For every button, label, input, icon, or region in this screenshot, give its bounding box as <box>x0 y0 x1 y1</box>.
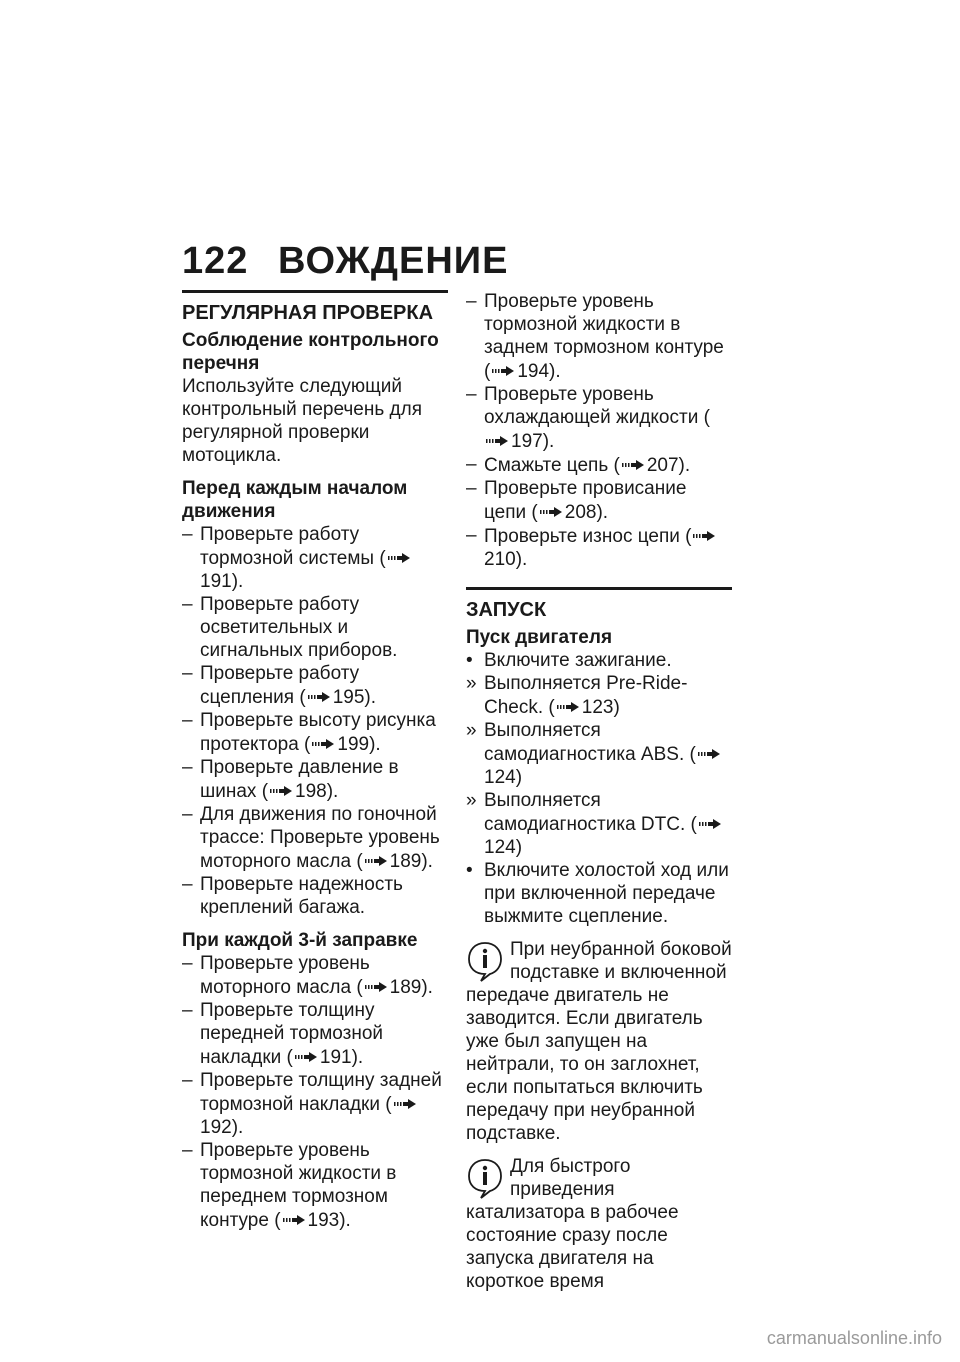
list-item: – Проверьте высоту рисунка протектора ( 199). <box>182 710 436 755</box>
list-item: » Выполняется самодиагностика ABS. (124) <box>466 719 732 789</box>
list-item <box>182 593 448 662</box>
page-ref-arrow-icon <box>622 453 644 463</box>
engine-start-steps <box>466 649 732 928</box>
item-text: Проверьте провисание цепи <box>484 478 687 523</box>
item-text: Проверьте высоту рисунка протектора <box>200 710 436 755</box>
item-text: Проверьте работу осветительных и сигнальных приборов. <box>200 594 398 661</box>
section-title-regular-check: РЕГУЛЯРНАЯ ПРОВЕРКА <box>182 302 434 324</box>
item-marker: – <box>466 454 477 475</box>
page-ref: 194). <box>517 361 561 382</box>
item-marker: – <box>182 524 193 545</box>
every-third-refuel-list <box>182 952 448 1232</box>
info-icon <box>466 940 504 982</box>
item-text: Выполняется самодиагностика ABS. <box>484 720 685 765</box>
list-item <box>182 873 448 919</box>
item-marker: – <box>182 874 193 895</box>
item-marker: – <box>182 594 193 615</box>
page-ref-arrow-icon <box>388 546 410 556</box>
item-marker: – <box>182 1140 193 1161</box>
page-ref-arrow-icon <box>295 1045 317 1055</box>
page-ref: 189). <box>389 851 433 872</box>
page-ref: 191). <box>200 571 244 592</box>
item-text: Выполняется самодиагностика DTC. <box>484 790 686 835</box>
page-ref: 208). <box>564 502 609 523</box>
page-ref-arrow-icon <box>365 849 387 859</box>
left-column <box>182 290 448 1242</box>
list-item: – Проверьте уровень тормозной жидкости в заднем тормозном контуре ( 194). <box>466 291 724 382</box>
every-third-refuel-title: При каждой 3-й заправке <box>182 930 418 951</box>
item-marker: – <box>466 291 477 312</box>
info-note <box>466 938 732 1145</box>
item-text: Проверьте толщину передней тормозной накладки <box>200 1000 384 1068</box>
item-marker: – <box>182 663 193 684</box>
item-marker: – <box>182 1000 193 1021</box>
list-item <box>466 859 732 928</box>
item-marker: – <box>466 525 477 546</box>
page-ref-arrow-icon <box>557 695 579 705</box>
item-marker: » <box>466 720 477 741</box>
item-text: Проверьте работу сцепления <box>200 663 360 708</box>
page-ref-arrow-icon <box>698 742 720 752</box>
page-ref: 191). <box>319 1047 364 1068</box>
section-rule <box>466 587 732 590</box>
before-ride-list <box>182 523 448 919</box>
list-item: – Проверьте провисание цепи ( 208). <box>466 478 687 523</box>
page-ref: 124) <box>484 837 523 858</box>
item-marker: – <box>466 478 477 499</box>
item-marker: • <box>466 650 473 671</box>
item-text: Проверьте уровень охлаждающей жидкости <box>484 384 699 428</box>
page-ref-arrow-icon <box>486 429 508 439</box>
page-ref: 199). <box>337 734 381 755</box>
page-ref: 123) <box>581 697 620 718</box>
item-text: Проверьте уровень тормозной жидкости в заднем тормозном контуре <box>484 291 724 358</box>
item-text: Проверьте уровень моторного масла <box>200 953 370 998</box>
watermark: carmanualsonline.info <box>766 1328 942 1348</box>
list-item: – Проверьте толщину передней тормозной накладки ( 191). <box>182 1000 384 1068</box>
item-marker: – <box>182 1070 193 1091</box>
item-marker: » <box>466 790 477 811</box>
every-third-refuel-list-continued <box>466 290 732 571</box>
page-ref-arrow-icon <box>394 1092 416 1102</box>
item-marker: – <box>182 953 193 974</box>
item-text: Выполняется Pre-Ride-Check. <box>484 673 688 718</box>
page-ref: 197). <box>511 431 555 452</box>
item-marker: » <box>466 673 477 694</box>
engine-start-title: Пуск двигателя <box>466 627 613 648</box>
list-item: – Проверьте давление в шинах ( 198). <box>182 757 399 802</box>
list-item: – Проверьте уровень тормозной жидкости в переднем тормозном контуре ( 193). <box>182 1140 397 1231</box>
note-text: Для быстрого приведения катализатора в рабочее состояние сразу после запуска двигателя на короткое время <box>466 1156 679 1292</box>
page-ref: 195). <box>332 687 376 708</box>
page-number: 122 <box>182 240 249 282</box>
item-marker: – <box>182 757 193 778</box>
item-text: Включите зажигание. <box>484 650 672 671</box>
page-ref: 207). <box>646 455 691 476</box>
item-marker: • <box>466 860 473 881</box>
item-text: Проверьте износ цепи <box>484 526 680 547</box>
section-rule <box>182 290 448 293</box>
item-text: Проверьте работу тормозной системы <box>200 524 375 569</box>
section-title-start: ЗАПУСК <box>466 599 547 621</box>
chapter-title: ВОЖДЕНИЕ <box>278 240 509 282</box>
list-item: – Проверьте работу тормозной системы (191). <box>182 523 448 593</box>
page-ref-arrow-icon <box>693 524 715 534</box>
checklist-title: Соблюдение контрольного перечня <box>182 330 439 374</box>
list-item: – Проверьте толщину задней тормозной накладки (192). <box>182 1070 442 1138</box>
page-ref: 193). <box>307 1210 351 1231</box>
before-ride-title: Перед каждым началом движения <box>182 478 408 522</box>
list-item: » Выполняется самодиагностика DTC. (124) <box>466 789 732 859</box>
item-text: Для движения по гоночной трассе: Проверьте уровень моторного масла <box>200 804 440 872</box>
page-ref-arrow-icon <box>270 779 292 789</box>
info-note <box>466 1155 732 1293</box>
page-ref-arrow-icon <box>540 500 562 510</box>
info-icon <box>466 1157 504 1199</box>
page-ref: 124) <box>484 767 523 788</box>
list-item <box>466 649 732 672</box>
page-ref-arrow-icon <box>308 685 330 695</box>
list-item: – Проверьте работу сцепления ( 195). <box>182 663 376 708</box>
item-marker: – <box>182 710 193 731</box>
item-text: Проверьте толщину задней тормозной накладки <box>200 1070 442 1115</box>
right-column <box>466 290 732 1303</box>
page-ref-arrow-icon <box>365 975 387 985</box>
list-item: – Проверьте уровень моторного масла ( 189). <box>182 953 433 998</box>
item-marker: – <box>182 804 193 825</box>
item-text: Включите холостой ход или при включенной передаче выжмите сцепление. <box>484 860 729 927</box>
checklist-text: Используйте следующий контрольный перечень для регулярной проверки мотоцикла. <box>182 376 422 466</box>
note-text: При неубранной боковой подставке и включенной передаче двигатель не заводится. Если двигатель уже был запущен на нейтрали, то он заглохнет, если попытаться включить передачу при неубранной подставке. <box>466 939 732 1144</box>
page-ref: 189). <box>389 977 433 998</box>
page-ref-arrow-icon <box>312 732 334 742</box>
page-ref-arrow-icon <box>283 1208 305 1218</box>
list-item: – Проверьте износ цепи (210). <box>466 524 732 571</box>
item-text: Проверьте надежность креплений багажа. <box>200 874 403 918</box>
item-text: Смажьте цепь <box>484 455 609 476</box>
item-text: Проверьте уровень тормозной жидкости в переднем тормозном контуре <box>200 1140 397 1231</box>
page-ref: 210). <box>484 549 528 570</box>
list-item: – Смажьте цепь ( 207). <box>466 454 691 476</box>
list-item: – Для движения по гоночной трассе: Проверьте уровень моторного масла ( 189). <box>182 804 440 872</box>
page-header <box>182 240 508 283</box>
page-ref: 198). <box>295 781 339 802</box>
page-ref: 192). <box>200 1117 244 1138</box>
item-marker: – <box>466 384 477 405</box>
item-text: Проверьте давление в шинах <box>200 757 399 802</box>
list-item: » Выполняется Pre-Ride-Check. ( 123) <box>466 673 688 718</box>
page-ref-arrow-icon <box>699 812 721 822</box>
list-item: – Проверьте уровень охлаждающей жидкости (197). <box>466 384 710 452</box>
page-ref-arrow-icon <box>492 359 514 369</box>
